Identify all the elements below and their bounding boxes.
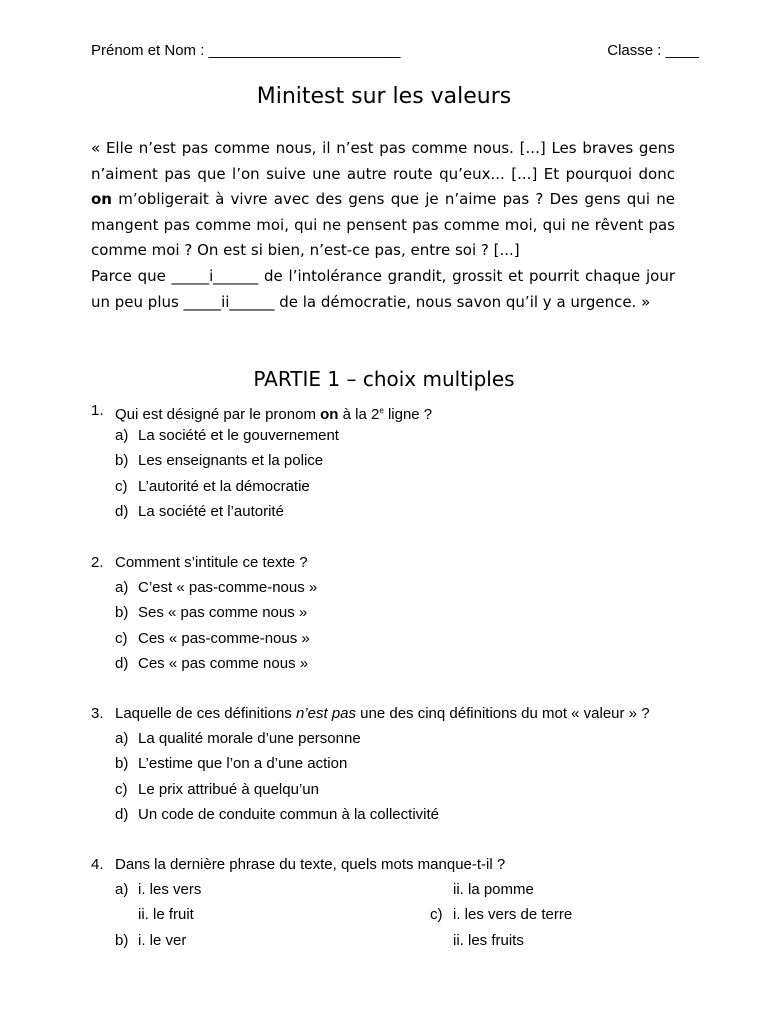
option-text: Ces « pas-comme-nous » xyxy=(138,629,310,647)
options-grid xyxy=(91,880,711,956)
page-title: Minitest sur les valeurs xyxy=(256,84,512,109)
question-number: 3. xyxy=(91,705,104,722)
option-letter: a) xyxy=(115,730,129,747)
question-text: Qui est désigné par le pronom on à la 2e ligne ? xyxy=(115,406,433,423)
option-letter: a) xyxy=(115,579,129,596)
question-number: 4. xyxy=(91,856,104,873)
question-stem xyxy=(91,553,711,578)
option-text: La société et l’autorité xyxy=(138,502,284,520)
option-letter: c) xyxy=(115,477,128,495)
quote-paragraph-1 xyxy=(91,136,675,264)
quote-text xyxy=(91,136,675,315)
option-b[interactable] xyxy=(91,603,711,628)
question-text: Dans la dernière phrase du texte, quels mots manque-t-il ? xyxy=(115,856,506,873)
question-4 xyxy=(91,855,711,956)
option-text: L’autorité et la démocratie xyxy=(138,477,310,495)
option-text: Ses « pas comme nous » xyxy=(138,604,308,622)
option-a[interactable] xyxy=(91,426,711,451)
option-a[interactable] xyxy=(91,578,711,603)
option-letter[interactable]: c) xyxy=(430,906,443,923)
option-b-i[interactable]: i. le ver xyxy=(138,932,187,949)
option-letter[interactable]: b) xyxy=(115,932,129,949)
option-d[interactable] xyxy=(91,654,711,679)
option-letter[interactable]: a) xyxy=(115,881,129,898)
option-letter: b) xyxy=(115,452,129,470)
question-3 xyxy=(91,704,711,830)
quote-part: m’obligerait à vivre avec des gens que je n’aime pas ? Des gens qui ne mangent pas comme moi, qui ne pensent pas comme moi, qui ne rêvent pas comme moi ? On est si bien, n’est-ce pas, entre soi ? [...] xyxy=(91,190,675,260)
option-b[interactable] xyxy=(91,754,711,779)
option-a[interactable] xyxy=(91,729,711,754)
option-b[interactable] xyxy=(91,451,711,476)
option-letter: d) xyxy=(115,805,129,823)
question-number: 1. xyxy=(91,402,104,419)
option-letter: c) xyxy=(115,629,128,647)
option-a-i[interactable]: i. les vers xyxy=(138,881,202,898)
option-letter: d) xyxy=(115,502,129,520)
name-field-label[interactable]: Prénom et Nom : _______________________ xyxy=(91,42,401,59)
option-c[interactable] xyxy=(91,629,711,654)
option-text: Le prix attribué à quelqu’un xyxy=(138,780,319,798)
option-letter: b) xyxy=(115,755,129,773)
option-a-ii[interactable]: ii. le fruit xyxy=(138,906,194,923)
option-c-ii[interactable]: ii. les fruits xyxy=(453,932,524,949)
quote-paragraph-2: Parce que _____i______ de l’intolérance grandit, grossit et pourrit chaque jour un peu plus _____ii______ de la démocratie, nous savon qu’il y a urgence. » xyxy=(91,266,675,311)
quote-part: « Elle n’est pas comme nous, il n’est pas comme nous. [...] Les braves gens n’aiment pas que l’on suive une autre route qu’eux... [...] Et pourquoi donc xyxy=(91,139,675,183)
option-text: La société et le gouvernement xyxy=(138,427,339,444)
option-text: Ces « pas comme nous » xyxy=(138,654,309,672)
option-text: Les enseignants et la police xyxy=(138,452,324,470)
option-c[interactable] xyxy=(91,780,711,805)
option-letter: d) xyxy=(115,654,129,672)
option-d[interactable] xyxy=(91,502,711,527)
question-text: Comment s’intitule ce texte ? xyxy=(115,554,308,571)
option-text: Un code de conduite commun à la collectivité xyxy=(138,805,439,823)
option-text: L’estime que l’on a d’une action xyxy=(138,755,348,773)
question-1 xyxy=(91,401,711,527)
class-field-label[interactable]: Classe : ____ xyxy=(607,42,699,59)
option-letter: b) xyxy=(115,604,129,622)
question-number: 2. xyxy=(91,554,104,571)
question-stem xyxy=(91,704,711,729)
quote-bold-word: on xyxy=(91,190,112,209)
option-letter: c) xyxy=(115,780,128,798)
question-text: Laquelle de ces définitions n’est pas une des cinq définitions du mot « valeur » ? xyxy=(115,705,650,722)
option-d[interactable] xyxy=(91,805,711,830)
option-c[interactable] xyxy=(91,477,711,502)
option-letter: a) xyxy=(115,427,129,444)
question-stem xyxy=(91,855,711,880)
option-b-ii[interactable]: ii. la pomme xyxy=(453,881,534,898)
section-title: PARTIE 1 – choix multiples xyxy=(253,367,515,391)
question-2 xyxy=(91,553,711,679)
option-text: C’est « pas-comme-nous » xyxy=(138,579,318,596)
option-text: La qualité morale d’une personne xyxy=(138,730,361,747)
option-c-i[interactable]: i. les vers de terre xyxy=(453,906,573,923)
question-stem xyxy=(91,401,711,426)
header xyxy=(91,42,699,62)
